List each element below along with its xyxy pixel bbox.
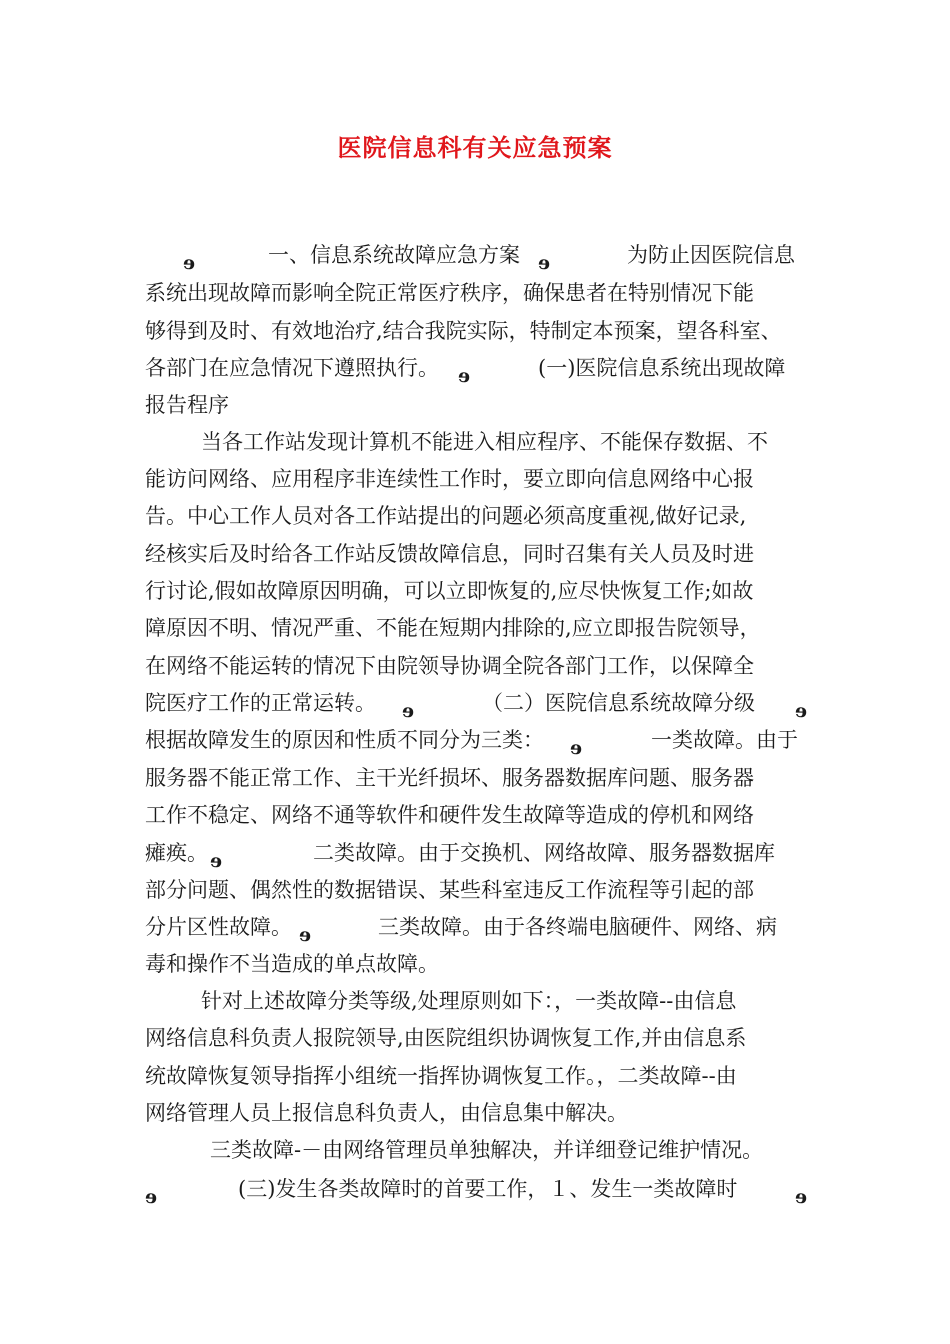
text-line: 服务器不能正常工作、主干光纤损坏、服务器数据库问题、服务器 (145, 766, 754, 790)
paragraph-mark: ɘ (145, 1186, 158, 1208)
paragraph-mark: ɘ (210, 850, 223, 872)
section-heading: 一、信息系统故障应急方案 (268, 243, 520, 267)
paragraph-mark: ɘ (299, 924, 312, 946)
text-line: 三类故障。由于各终端电脑硬件、网络、病 (378, 915, 777, 939)
text-line: 一类故障。由于 (651, 728, 798, 752)
paragraph-mark: ɘ (538, 252, 551, 274)
text-line: 经核实后及时给各工作站反馈故障信息，同时召集有关人员及时进 (145, 542, 754, 566)
document-title: 医院信息科有关应急预案 (337, 134, 613, 162)
text-line: 障原因不明、情况严重、不能在短期内排除的,应立即报告院领导， (145, 616, 761, 640)
subsection-heading: (一)医院信息系统出现故障 (538, 356, 786, 380)
text-line: 在网络不能运转的情况下由院领导协调全院各部门工作，以保障全 (145, 654, 754, 678)
paragraph-mark: ɘ (795, 1186, 808, 1208)
text-line: 分片区性故障。 (145, 915, 292, 939)
text-line: 三类故障-－由网络管理员单独解决，并详细登记维护情况。 (210, 1138, 764, 1162)
text-line: 根据故障发生的原因和性质不同分为三类： (145, 728, 544, 752)
paragraph-mark: ɘ (402, 700, 415, 722)
text-line: 工作不稳定、网络不通等软件和硬件发生故障等造成的停机和网络 (145, 803, 754, 827)
text-line: 行讨论,假如故障原因明确，可以立即恢复的,应尽快恢复工作;如故 (145, 579, 754, 603)
text-line: 统故障恢复领导指挥小组统一指挥协调恢复工作。，二类故障--由 (145, 1064, 737, 1088)
text-line: 二类故障。由于交换机、网络故障、服务器数据库 (313, 841, 775, 865)
text-line: 为防止因医院信息 (627, 243, 795, 267)
text-line: 当各工作站发现计算机不能进入相应程序、不能保存数据、不 (201, 430, 768, 454)
subsection-heading: (三)发生各类故障时的首要工作，１、发生一类故障时 (238, 1177, 738, 1201)
paragraph-mark: ɘ (183, 252, 196, 274)
text-line: 网络信息科负责人报院领导,由医院组织协调恢复工作,并由信息系 (145, 1026, 747, 1050)
text-line: 各部门在应急情况下遵照执行。 (145, 356, 439, 380)
text-line: 告。中心工作人员对各工作站提出的问题必须高度重视,做好记录, (145, 504, 747, 528)
text-line: 毒和操作不当造成的单点故障。 (145, 952, 439, 976)
text-line: 瘫痪。 (145, 841, 208, 865)
text-line: 报告程序 (145, 393, 229, 417)
text-line: 部分问题、偶然性的数据错误、某些科室违反工作流程等引起的部 (145, 878, 754, 902)
text-line: 系统出现故障而影响全院正常医疗秩序，确保患者在特别情况下能 (145, 281, 754, 305)
text-line: 能访问网络、应用程序非连续性工作时，要立即向信息网络中心报 (145, 467, 754, 491)
text-line: 够得到及时、有效地治疗,结合我院实际，特制定本预案，望各科室、 (145, 319, 782, 343)
text-line: 院医疗工作的正常运转。 (145, 691, 376, 715)
subsection-heading: （二）医院信息系统故障分级 (482, 691, 755, 715)
paragraph-mark: ɘ (458, 365, 471, 387)
text-line: 针对上述故障分类等级,处理原则如下：，一类故障--由信息 (201, 989, 737, 1013)
text-line: 网络管理人员上报信息科负责人，由信息集中解决。 (145, 1101, 628, 1125)
paragraph-mark: ɘ (570, 737, 583, 759)
paragraph-mark: ɘ (795, 700, 808, 722)
